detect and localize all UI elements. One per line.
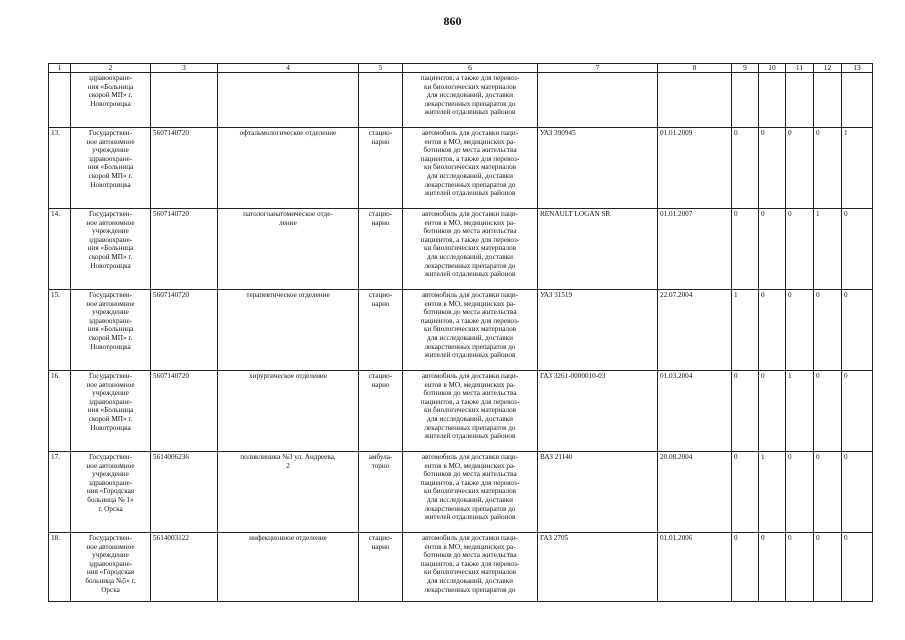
vehicle-model-cell: [538, 73, 658, 128]
count-cell-13: [842, 371, 873, 452]
count-cell-11-text: 0: [788, 453, 792, 461]
vehicle-purpose-cell: [403, 371, 538, 452]
department-cell-text: патологоанатомическое отде- ление: [243, 210, 333, 227]
count-cell-12: [814, 128, 842, 209]
vehicle-model-cell: [538, 128, 658, 209]
row-number-cell-text: 16.: [51, 372, 60, 380]
care-mode-cell: [359, 290, 403, 371]
count-cell-9: [732, 290, 759, 371]
count-cell-12: [814, 290, 842, 371]
column-number: 6: [403, 64, 538, 73]
vehicle-model-cell: [538, 209, 658, 290]
column-number-row: [49, 64, 873, 73]
count-cell-12-text: 0: [816, 453, 820, 461]
count-cell-10: [759, 290, 786, 371]
inn-cell-text: 5614006236: [153, 453, 189, 461]
vehicle-purpose-cell-text: автомобиль для доставки паци- ентов в МО, медицинских ра- ботников до места жительства пациентов, а также для перевоз- ки биологических материалов для исследований, доставки лекарственных препаратов до жителей отдаленных районов: [420, 291, 520, 360]
acquisition-date-cell-text: 01.01.2006: [660, 534, 693, 542]
care-mode-cell: [359, 533, 403, 602]
vehicle-purpose-cell: [403, 128, 538, 209]
department-cell-text: хирургическое отделение: [249, 372, 327, 380]
count-cell-13-text: 0: [844, 453, 848, 461]
count-cell-11-text: 0: [788, 534, 792, 542]
count-cell-13: [842, 452, 873, 533]
acquisition-date-cell: [658, 452, 732, 533]
count-cell-13: [842, 128, 873, 209]
organization-cell: [71, 533, 151, 602]
acquisition-date-cell: [658, 533, 732, 602]
department-cell: [218, 209, 359, 290]
acquisition-date-cell: [658, 209, 732, 290]
inn-cell: [151, 128, 218, 209]
inn-cell-text: 5607140720: [153, 291, 189, 299]
organization-cell: [71, 452, 151, 533]
organization-cell-text: Государствен- ное автономное учреждение здравоохране- ния «Больница скорой МП» г. Новотроицка: [86, 129, 135, 189]
count-cell-9-text: 0: [734, 453, 738, 461]
department-cell: [218, 128, 359, 209]
vehicle-model-cell-text: ГАЗ 2705: [540, 534, 569, 542]
department-cell-text: поликлиника №3 ул. Андреева, 2: [240, 453, 336, 470]
organization-cell: [71, 290, 151, 371]
count-cell-13-text: 0: [844, 210, 848, 218]
vehicle-purpose-cell-text: автомобиль для доставки паци- ентов в МО, медицинских ра- ботников до места жительства пациентов, а также для перевоз- ки биологических материалов для исследований, доставки лекарственных препаратов до жителей отдаленных районов: [420, 372, 520, 441]
count-cell-9-text: 0: [734, 210, 738, 218]
acquisition-date-cell-text: 20.08.2004: [660, 453, 693, 461]
count-cell-12: [814, 452, 842, 533]
organization-cell-text: Государствен- ное автономное учреждение здравоохране- ния «Городская больница №5» г. Орска: [85, 534, 136, 594]
organization-cell: [71, 371, 151, 452]
count-cell-13: [842, 290, 873, 371]
inn-cell: [151, 290, 218, 371]
organization-cell: [71, 128, 151, 209]
acquisition-date-cell-text: 01.01.2007: [660, 210, 693, 218]
table-row: [49, 290, 873, 371]
organization-cell-text: Государствен- ное автономное учреждение здравоохране- ния «Больница скорой МП» г. Новотроицка: [86, 291, 135, 351]
inn-cell: [151, 533, 218, 602]
count-cell-9: [732, 452, 759, 533]
vehicle-registry-table: [48, 63, 873, 602]
acquisition-date-cell-text: 01.03.2004: [660, 372, 693, 380]
organization-cell-text: Государствен- ное автономное учреждение здравоохране- ния «Городская больница № 1» г. Орска: [86, 453, 135, 513]
count-cell-13: [842, 73, 873, 128]
count-cell-10: [759, 371, 786, 452]
row-number-cell-text: 14.: [51, 210, 60, 218]
department-cell-text: офтальмологическое отделение: [239, 129, 337, 137]
count-cell-10-text: 0: [761, 129, 765, 137]
row-number-cell: [49, 209, 71, 290]
row-number-cell-text: 15.: [51, 291, 60, 299]
count-cell-11: [786, 371, 814, 452]
department-cell-text: инфекционное отделение: [249, 534, 327, 542]
acquisition-date-cell: [658, 371, 732, 452]
department-cell: [218, 73, 359, 128]
column-number: 1: [49, 64, 71, 73]
department-cell: [218, 452, 359, 533]
count-cell-9: [732, 73, 759, 128]
inn-cell-text: 5607140720: [153, 210, 189, 218]
row-number-cell: [49, 452, 71, 533]
count-cell-12-text: 0: [816, 291, 820, 299]
inn-cell: [151, 209, 218, 290]
organization-cell-text: здравоохране- ния «Больница скорой МП» г. Новотроицка: [87, 74, 134, 108]
care-mode-cell-text: амбула- торно: [368, 453, 393, 470]
care-mode-cell-text: стацио- нарно: [368, 534, 393, 551]
count-cell-10: [759, 533, 786, 602]
count-cell-11: [786, 452, 814, 533]
count-cell-12-text: 0: [816, 372, 820, 380]
row-number-cell: [49, 128, 71, 209]
care-mode-cell-text: стацио- нарно: [368, 372, 393, 389]
vehicle-purpose-cell-text: автомобиль для доставки паци- ентов в МО, медицинских ра- ботников до места жительства пациентов, а также для перевоз- ки биологических материалов для исследований, доставки лекарственных препаратов до: [420, 534, 520, 594]
count-cell-12-text: 0: [816, 534, 820, 542]
vehicle-purpose-cell: [403, 209, 538, 290]
vehicle-purpose-cell-text: автомобиль для доставки паци- ентов в МО, медицинских ра- ботников до места жительства пациентов, а также для перевоз- ки биологических материалов для исследований, доставки лекарственных препаратов до жителей отдаленных районов: [420, 210, 520, 279]
count-cell-11-text: 0: [788, 129, 792, 137]
row-number-cell-text: 18.: [51, 534, 60, 542]
row-number-cell: [49, 73, 71, 128]
row-number-cell: [49, 371, 71, 452]
vehicle-purpose-cell-text: пациентов, а также для перевоз- ки биологических материалов для исследований, доставки лекарственных препаратов до жителей отдаленных районов: [420, 74, 520, 117]
count-cell-9-text: 0: [734, 129, 738, 137]
count-cell-13-text: 1: [844, 129, 848, 137]
vehicle-purpose-cell-text: автомобиль для доставки паци- ентов в МО, медицинских ра- ботников до места жительства пациентов, а также для перевоз- ки биологических материалов для исследований, доставки лекарственных препаратов до жителей отдаленных районов: [420, 453, 520, 522]
care-mode-cell: [359, 452, 403, 533]
organization-cell: [71, 73, 151, 128]
table-row: [49, 209, 873, 290]
department-cell: [218, 533, 359, 602]
count-cell-10: [759, 73, 786, 128]
column-number: 5: [359, 64, 403, 73]
care-mode-cell: [359, 371, 403, 452]
vehicle-purpose-cell: [403, 73, 538, 128]
column-number: 11: [786, 64, 814, 73]
vehicle-model-cell-text: ГАЗ 3261-0000010-03: [540, 372, 606, 380]
count-cell-10-text: 0: [761, 210, 765, 218]
count-cell-12: [814, 533, 842, 602]
table-row: [49, 452, 873, 533]
vehicle-purpose-cell-text: автомобиль для доставки паци- ентов в МО, медицинских ра- ботников до места жительства пациентов, а также для перевоз- ки биологических материалов для исследований, доставки лекарственных препаратов до жителей отдаленных районов: [420, 129, 520, 198]
acquisition-date-cell: [658, 128, 732, 209]
count-cell-9-text: 0: [734, 534, 738, 542]
count-cell-10: [759, 452, 786, 533]
count-cell-9: [732, 128, 759, 209]
care-mode-cell: [359, 128, 403, 209]
count-cell-11: [786, 290, 814, 371]
count-cell-12: [814, 371, 842, 452]
care-mode-cell-text: стацио- нарно: [368, 210, 393, 227]
vehicle-model-cell-text: RENAULT LOGAN SR: [540, 210, 611, 218]
count-cell-13-text: 0: [844, 372, 848, 380]
vehicle-purpose-cell: [403, 533, 538, 602]
count-cell-11: [786, 128, 814, 209]
count-cell-9: [732, 371, 759, 452]
count-cell-12-text: 0: [816, 129, 820, 137]
count-cell-11-text: 1: [788, 372, 792, 380]
inn-cell-text: 5607140720: [153, 372, 189, 380]
inn-cell: [151, 452, 218, 533]
vehicle-model-cell-text: УАЗ 31519: [540, 291, 573, 299]
column-number: 10: [759, 64, 786, 73]
acquisition-date-cell-text: 01.01.2009: [660, 129, 693, 137]
count-cell-10: [759, 128, 786, 209]
vehicle-purpose-cell: [403, 452, 538, 533]
table-row: [49, 73, 873, 128]
organization-cell: [71, 209, 151, 290]
department-cell: [218, 371, 359, 452]
count-cell-10-text: 0: [761, 291, 765, 299]
count-cell-11: [786, 73, 814, 128]
count-cell-10-text: 1: [761, 453, 765, 461]
care-mode-cell-text: стацио- нарно: [368, 291, 393, 308]
row-number-cell-text: 13.: [51, 129, 60, 137]
column-number: 2: [71, 64, 151, 73]
count-cell-9-text: 0: [734, 372, 738, 380]
inn-cell: [151, 73, 218, 128]
count-cell-12-text: 1: [816, 210, 820, 218]
count-cell-11: [786, 533, 814, 602]
vehicle-model-cell: [538, 452, 658, 533]
count-cell-9-text: 1: [734, 291, 738, 299]
column-number: 4: [218, 64, 359, 73]
care-mode-cell: [359, 209, 403, 290]
vehicle-purpose-cell: [403, 290, 538, 371]
table-row: [49, 128, 873, 209]
inn-cell-text: 5614003122: [153, 534, 189, 542]
acquisition-date-cell: [658, 73, 732, 128]
vehicle-model-cell: [538, 371, 658, 452]
department-cell: [218, 290, 359, 371]
count-cell-13-text: 0: [844, 291, 848, 299]
vehicle-model-cell-text: УАЗ 390945: [540, 129, 576, 137]
table-row: [49, 533, 873, 602]
count-cell-13: [842, 533, 873, 602]
column-number: 13: [842, 64, 873, 73]
row-number-cell-text: 17.: [51, 453, 60, 461]
vehicle-model-cell: [538, 533, 658, 602]
acquisition-date-cell: [658, 290, 732, 371]
table-row: [49, 371, 873, 452]
department-cell-text: терапевтическое отделение: [246, 291, 330, 299]
count-cell-11-text: 0: [788, 291, 792, 299]
care-mode-cell: [359, 73, 403, 128]
vehicle-model-cell-text: ВАЗ 21140: [540, 453, 573, 461]
vehicle-model-cell: [538, 290, 658, 371]
count-cell-10-text: 0: [761, 372, 765, 380]
count-cell-11-text: 0: [788, 210, 792, 218]
row-number-cell: [49, 290, 71, 371]
column-number: 3: [151, 64, 218, 73]
organization-cell-text: Государствен- ное автономное учреждение здравоохране- ния «Больница скорой МП» г. Новотроицка: [86, 210, 135, 270]
count-cell-12: [814, 209, 842, 290]
inn-cell: [151, 371, 218, 452]
count-cell-10-text: 0: [761, 534, 765, 542]
count-cell-12: [814, 73, 842, 128]
count-cell-13-text: 0: [844, 534, 848, 542]
inn-cell-text: 5607140720: [153, 129, 189, 137]
page-number: 860: [443, 14, 462, 28]
count-cell-9: [732, 209, 759, 290]
count-cell-9: [732, 533, 759, 602]
column-number: 9: [732, 64, 759, 73]
column-number: 8: [658, 64, 732, 73]
column-number: 7: [538, 64, 658, 73]
care-mode-cell-text: стацио- нарно: [368, 129, 393, 146]
count-cell-13: [842, 209, 873, 290]
acquisition-date-cell-text: 22.07.2004: [660, 291, 693, 299]
count-cell-11: [786, 209, 814, 290]
row-number-cell: [49, 533, 71, 602]
organization-cell-text: Государствен- ное автономное учреждение здравоохране- ния «Больница скорой МП» г. Новотроицка: [86, 372, 135, 432]
count-cell-10: [759, 209, 786, 290]
column-number: 12: [814, 64, 842, 73]
